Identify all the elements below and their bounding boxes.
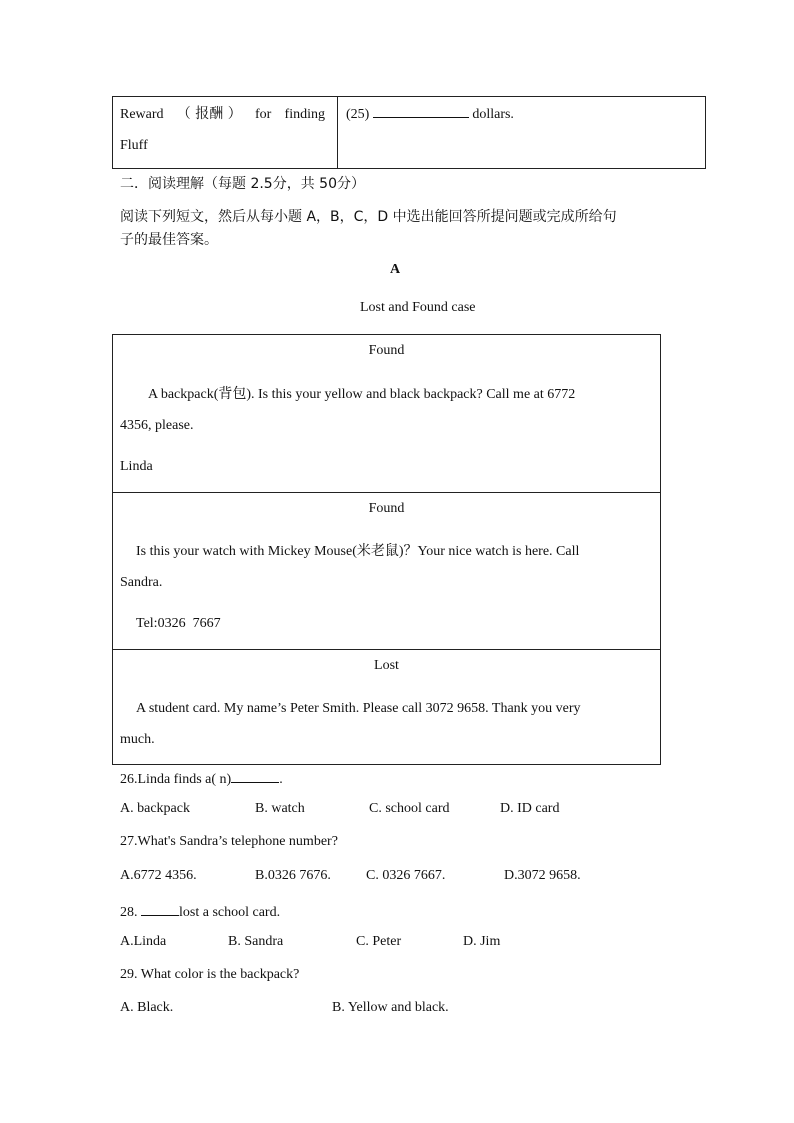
- table-divider: [337, 97, 338, 168]
- question-26-stem: 26.Linda finds a( n): [120, 772, 232, 787]
- answer-blank-25[interactable]: [373, 103, 469, 118]
- option-26-b[interactable]: B. watch: [255, 801, 305, 816]
- reward-finding: finding: [284, 107, 325, 122]
- question-26-stem-end: .: [279, 772, 283, 787]
- notice-1-body-line1: A backpack(背包). Is this your yellow and black backpack? Call me at 6772: [148, 387, 576, 402]
- option-29-b[interactable]: B. Yellow and black.: [332, 1000, 449, 1015]
- notice-3-heading: Lost: [374, 658, 399, 673]
- reward-suffix: dollars.: [472, 107, 514, 122]
- notice-2-heading: Found: [368, 501, 405, 516]
- question-28-number: 28.: [120, 905, 141, 920]
- reward-fluff: Fluff: [120, 138, 148, 153]
- answer-blank-26[interactable]: [231, 768, 279, 783]
- lost-and-found-box: [112, 334, 661, 765]
- reward-label-line1: [120, 99, 325, 130]
- option-28-d[interactable]: D. Jim: [463, 934, 501, 949]
- notice-1-body-line2: 4356, please.: [120, 418, 194, 433]
- notice-1-signature: Linda: [120, 459, 153, 474]
- notice-2-body-line2: Sandra.: [120, 575, 163, 590]
- notice-3-body-line1: A student card. My name’s Peter Smith. Please call 3072 9658. Thank you very: [136, 701, 581, 716]
- question-28-stem: lost a school card.: [179, 905, 281, 920]
- option-28-a[interactable]: A.Linda: [120, 934, 167, 949]
- notice-3-body-line2: much.: [120, 732, 155, 747]
- reward-word: Reward: [120, 107, 164, 122]
- option-29-a[interactable]: A. Black.: [120, 1000, 174, 1015]
- answer-blank-28[interactable]: [141, 901, 179, 916]
- option-26-a[interactable]: A. backpack: [120, 801, 190, 816]
- section-title: 二．阅读理解（每题 2.5分，共 50分）: [120, 176, 365, 192]
- passage-letter: A: [390, 262, 401, 277]
- notice-separator: [113, 492, 660, 493]
- reward-label-cell: [120, 97, 325, 161]
- reward-chinese: （ 报酬 ）: [176, 106, 242, 122]
- option-27-c[interactable]: C. 0326 7667.: [366, 868, 446, 883]
- question-28: [120, 901, 280, 921]
- option-27-a[interactable]: A.6772 4356.: [120, 868, 197, 883]
- question-26: [120, 768, 283, 788]
- question-27-stem: 27.What's Sandra’s telephone number?: [120, 834, 338, 849]
- question-29-stem: 29. What color is the backpack?: [120, 967, 300, 982]
- reward-table: [112, 96, 706, 169]
- option-28-c[interactable]: C. Peter: [356, 934, 402, 949]
- passage-title: Lost and Found case: [360, 300, 476, 315]
- option-26-d[interactable]: D. ID card: [500, 801, 560, 816]
- option-27-b[interactable]: B.0326 7676.: [255, 868, 331, 883]
- instruction-line1: 阅读下列短文，然后从每小题 A，B，C，D 中选出能回答所提问题或完成所给句: [120, 209, 617, 225]
- reward-answer-cell: [346, 99, 514, 130]
- reward-for: for: [254, 107, 272, 122]
- option-27-d[interactable]: D.3072 9658.: [504, 868, 581, 883]
- notice-2-body-line1: Is this your watch with Mickey Mouse(米老鼠)？Your nice watch is here. Call: [136, 544, 580, 559]
- notice-separator: [113, 649, 660, 650]
- option-28-b[interactable]: B. Sandra: [228, 934, 284, 949]
- option-26-c[interactable]: C. school card: [369, 801, 450, 816]
- notice-1-heading: Found: [368, 343, 405, 358]
- notice-2-signature: Tel:0326 7667: [136, 616, 221, 631]
- instruction-line2: 子的最佳答案。: [120, 232, 218, 248]
- question-number-25: (25): [346, 107, 370, 122]
